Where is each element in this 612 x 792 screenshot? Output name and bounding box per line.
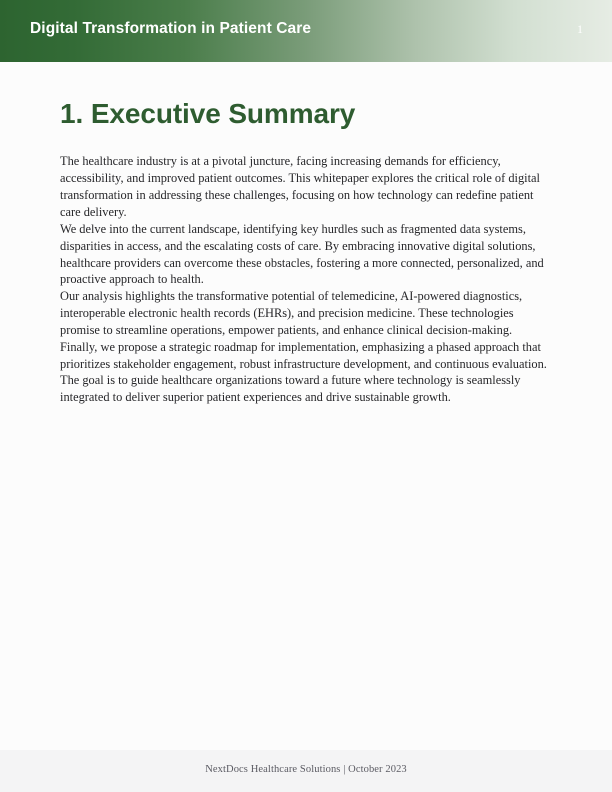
paragraph: The healthcare industry is at a pivotal juncture, facing increasing demands for efficiency, accessibility, and improved patient outcomes. This whitepaper explores the critical role of digital transformation in addressing these challenges, focusing on how technology can redefine patient care delivery. — [60, 154, 540, 219]
header-page-number: 1 — [577, 22, 583, 36]
paragraph: Finally, we propose a strategic roadmap for implementation, emphasizing a phased approach that prioritizes stakeholder engagement, robust infrastructure development, and continuous evaluation. The goal is to guide healthcare organizations toward a future where technology is seamlessly integrated to deliver superior patient experiences and drive sustainable growth. — [60, 339, 547, 405]
footer-text: NextDocs Healthcare Solutions | October 2023 — [205, 764, 407, 775]
document-body — [60, 62, 554, 406]
section-heading: 1. Executive Summary — [60, 98, 356, 129]
document-title: Digital Transformation in Patient Care — [30, 20, 312, 37]
paragraph: Our analysis highlights the transformative potential of telemedicine, AI-powered diagnostics, interoperable electronic health records (EHRs), and precision medicine. These technologies promise to streamline operations, empower patients, and enhance clinical decision-making. — [60, 289, 523, 337]
body-paragraphs — [60, 153, 554, 406]
paragraph: We delve into the current landscape, identifying key hurdles such as fragmented data systems, disparities in access, and the escalating costs of care. By embracing innovative digital solutions, healthcare providers can overcome these obstacles, fostering a more connected, personalized, and proactive approach to health. — [60, 221, 544, 287]
page-footer — [0, 750, 612, 792]
page-header — [0, 0, 612, 62]
